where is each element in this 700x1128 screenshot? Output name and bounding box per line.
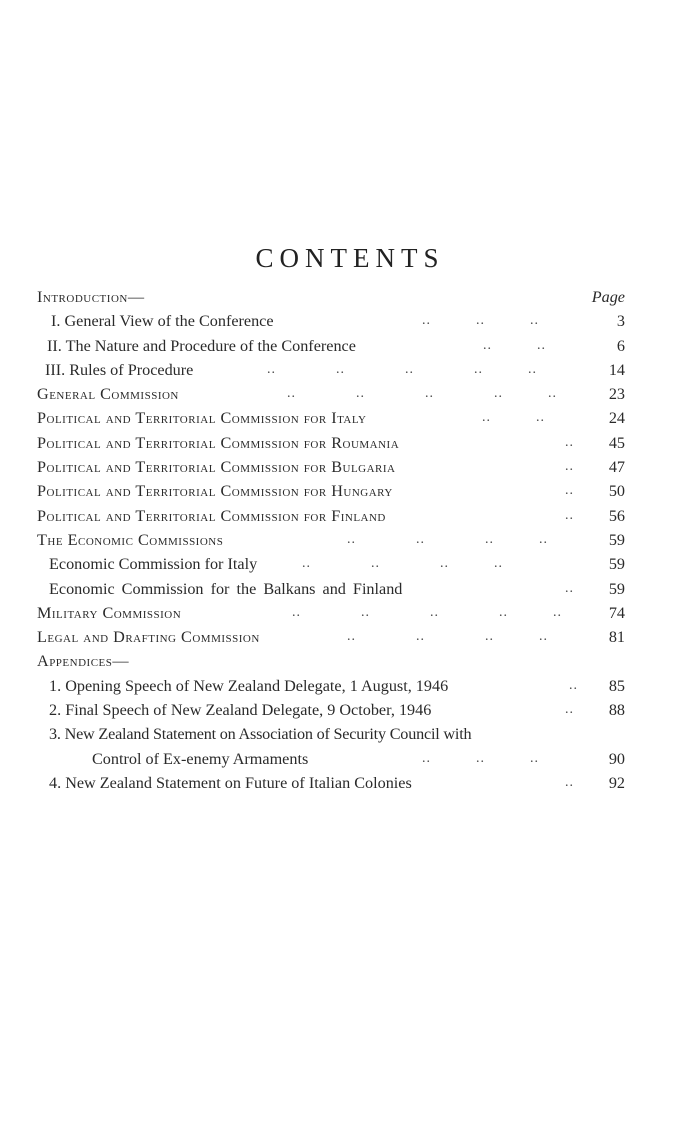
toc-entry-page: 74: [608, 603, 625, 622]
leader-dots: .. ..: [483, 337, 546, 353]
toc-entry-page: 90: [608, 749, 625, 768]
toc-entry-label: Economic Commission for Italy: [49, 555, 258, 574]
leader-dots: .. .. .. .. ..: [287, 386, 557, 402]
table-of-contents: [37, 285, 625, 795]
toc-entry-label: Military Commission: [37, 603, 182, 622]
toc-entry-page: 81: [608, 628, 625, 647]
toc-entry-label: 1. Opening Speech of New Zealand Delegate, 1 August, 1946: [49, 676, 449, 695]
toc-entry-page: 23: [608, 385, 625, 404]
toc-entry-label: The Economic Commissions: [37, 530, 224, 549]
toc-entry[interactable]: [37, 334, 625, 358]
leader-dots: ..: [569, 677, 578, 693]
toc-entry-label: III. Rules of Procedure: [45, 360, 194, 379]
toc-entry[interactable]: [37, 601, 625, 625]
toc-entry-page: 85: [608, 676, 625, 695]
toc-entry[interactable]: [37, 382, 625, 406]
leader-dots: .. .. ..: [422, 750, 539, 766]
toc-entry[interactable]: [37, 625, 625, 649]
leader-dots: .. .. ..: [422, 313, 539, 329]
toc-entry-page: 45: [608, 433, 625, 452]
toc-entry-page: 47: [608, 458, 625, 477]
leader-dots: .. .. .. .. ..: [267, 361, 537, 377]
toc-entry-label: Control of Ex-enemy Armaments: [92, 749, 309, 768]
toc-entry-label: II. The Nature and Procedure of the Conference: [47, 336, 356, 355]
leader-dots: ..: [565, 774, 574, 790]
toc-entry-page: 92: [608, 773, 625, 792]
toc-entry[interactable]: [37, 577, 625, 601]
toc-entry-label: Legal and Drafting Commission: [37, 628, 260, 647]
toc-entry-continuation[interactable]: [37, 747, 625, 771]
toc-entry-label: Political and Territorial Commission for Hungary: [37, 482, 393, 501]
toc-entry[interactable]: [37, 722, 625, 746]
toc-entry-label: Appendices—: [37, 652, 130, 671]
leader-dots: .. .. .. ..: [302, 556, 503, 572]
leader-dots: ..: [565, 434, 574, 450]
toc-entry-label: Political and Territorial Commission for Finland: [37, 506, 386, 525]
toc-entry[interactable]: [37, 431, 625, 455]
toc-entry-introduction[interactable]: [37, 285, 625, 309]
toc-entry-label: 4. New Zealand Statement on Future of Italian Colonies: [49, 773, 412, 792]
toc-entry[interactable]: [37, 528, 625, 552]
toc-entry[interactable]: [37, 674, 625, 698]
toc-entry-page: 6: [616, 336, 625, 355]
leader-dots: ..: [565, 702, 574, 718]
toc-entry-page: 14: [608, 360, 625, 379]
leader-dots: .. .. .. ..: [347, 629, 548, 645]
toc-entry-label: 2. Final Speech of New Zealand Delegate, 9 October, 1946: [49, 701, 432, 720]
toc-entry[interactable]: [37, 698, 625, 722]
toc-entry-label: 3. New Zealand Statement on Association of Security Council with: [49, 725, 472, 744]
toc-entry-label: Political and Territorial Commission for Roumania: [37, 433, 400, 452]
leader-dots: ..: [565, 507, 574, 523]
leader-dots: ..: [565, 580, 574, 596]
toc-entry-page: 59: [608, 555, 625, 574]
leader-dots: .. .. .. ..: [347, 531, 548, 547]
page-column-header: Page: [591, 288, 625, 306]
toc-entry-label: General Commission: [37, 385, 179, 404]
leader-dots: ..: [565, 483, 574, 499]
toc-entry-label: Economic Commission for the Balkans and Finland: [49, 579, 403, 598]
toc-entry-label: I. General View of the Conference: [51, 312, 274, 331]
page-title: CONTENTS: [255, 243, 445, 273]
toc-entry-page: 59: [608, 579, 625, 598]
toc-entry[interactable]: [37, 309, 625, 333]
toc-entry-page: 59: [608, 530, 625, 549]
toc-entry[interactable]: [37, 406, 625, 430]
toc-entry[interactable]: [37, 455, 625, 479]
toc-entry[interactable]: [37, 552, 625, 576]
toc-entry[interactable]: [37, 479, 625, 503]
toc-entry-page: 50: [608, 482, 625, 501]
toc-entry-page: 56: [608, 506, 625, 525]
leader-dots: ..: [565, 459, 574, 475]
toc-entry[interactable]: [37, 358, 625, 382]
toc-entry-appendices[interactable]: [37, 649, 625, 673]
toc-entry-label: Introduction—: [37, 288, 145, 306]
toc-entry[interactable]: [37, 771, 625, 795]
leader-dots: .. ..: [482, 410, 545, 426]
toc-entry-label: Political and Territorial Commission for Bulgaria: [37, 458, 396, 477]
toc-entry[interactable]: [37, 504, 625, 528]
toc-entry-page: 3: [616, 312, 625, 331]
toc-entry-page: 88: [608, 701, 625, 720]
leader-dots: .. .. .. .. ..: [292, 604, 562, 620]
toc-entry-page: 24: [608, 409, 625, 428]
toc-entry-label: Political and Territorial Commission for Italy: [37, 409, 367, 428]
